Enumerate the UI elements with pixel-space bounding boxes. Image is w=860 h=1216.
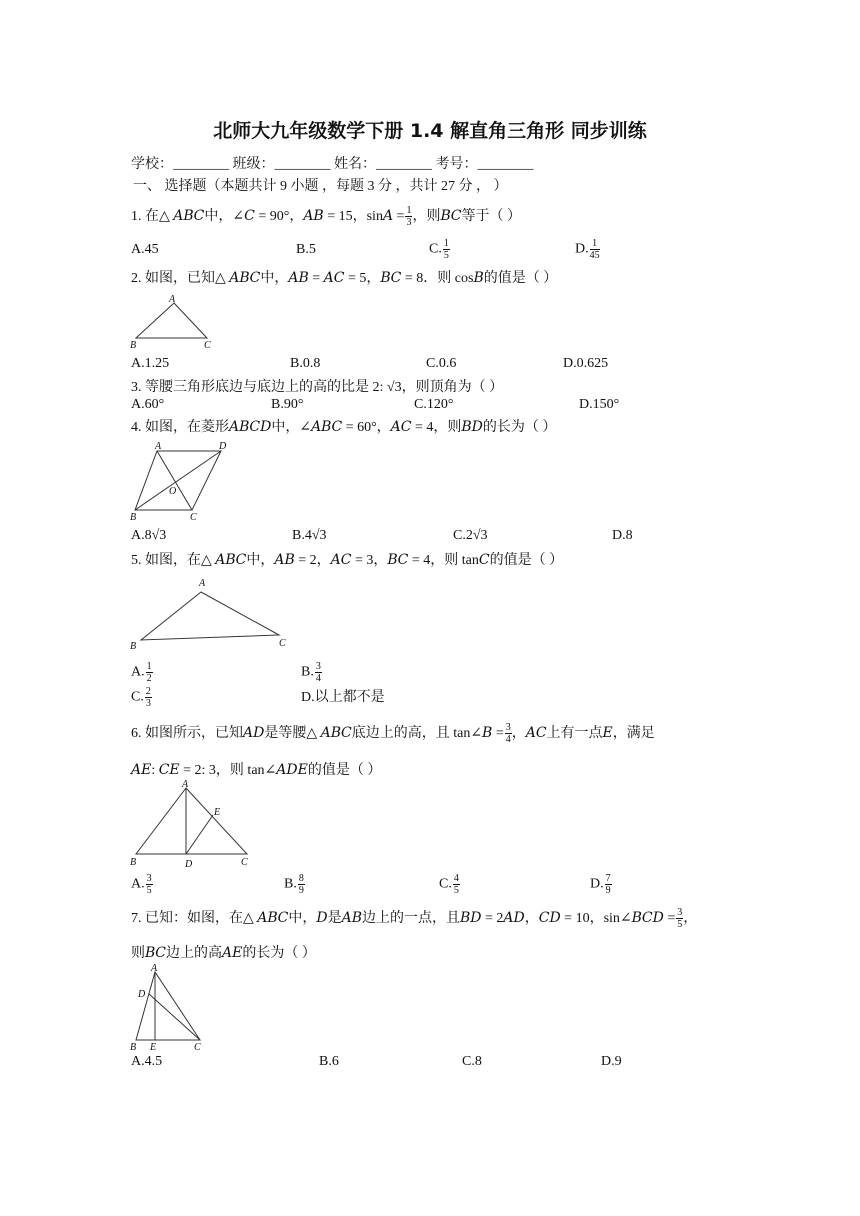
q7-label-c: C (194, 1042, 201, 1053)
q6-b-num: 8 (298, 873, 304, 884)
q6-option-b-label: B. (284, 876, 297, 892)
q4-option-c: C.2√3 (453, 528, 488, 543)
q6-label-e: E (214, 807, 221, 818)
question-6-stem-line2: 𝐴𝐸: 𝐶𝐸 = 2: 3，则 tan∠𝐴𝐷𝐸的值是（ ） (131, 763, 382, 778)
q4-option-b: B.4√3 (292, 528, 327, 543)
q5-option-a (131, 661, 153, 684)
q7-stem-text: 7. 已知：如图，在△ 𝐴𝐵𝐶中，𝐷是𝐴𝐵边上的一点，且𝐵𝐷 = 2𝐴𝐷，𝐶𝐷 = 10，sin∠𝐵𝐶𝐷 = (131, 911, 676, 926)
q4-rhombus-figure (128, 438, 238, 526)
q6-option-d (590, 873, 612, 896)
q7-frac-num: 3 (677, 907, 683, 919)
q6-label-d: D (185, 859, 193, 870)
q6-frac-num: 3 (505, 722, 511, 734)
student-info-line: 学校：________ 班级：________ 姓名：________ 考号：________ (131, 157, 534, 172)
q4-label-c: C (190, 512, 197, 523)
q7-option-b: B.6 (319, 1054, 339, 1069)
q6-option-c (439, 873, 460, 896)
q5-option-d: D.以上都不是 (301, 690, 385, 705)
q3-option-c: C.120° (414, 397, 454, 412)
question-2-stem: 2. 如图，已知△ 𝐴𝐵𝐶中，𝐴𝐵 = 𝐴𝐶 = 5，𝐵𝐶 = 8．则 cos𝐵的值是（ ） (131, 271, 558, 286)
q7-option-d: D.9 (601, 1054, 622, 1069)
q5-option-b-frac (315, 661, 322, 684)
q2-option-c: C.0.6 (426, 356, 457, 371)
q6-b-den: 9 (298, 885, 304, 896)
q5-option-a-frac (146, 661, 153, 684)
q1-option-c (429, 238, 450, 261)
q5-b-num: 3 (315, 661, 321, 672)
question-4-stem: 4. 如图，在菱形𝐴𝐵𝐶𝐷中，∠𝐴𝐵𝐶 = 60°，𝐴𝐶 = 4，则𝐵𝐷的长为（ ） (131, 420, 557, 435)
question-3-stem: 3. 等腰三角形底边与底边上的高的比是 2: √3，则顶角为（ ） (131, 380, 504, 395)
q7-label-e: E (150, 1042, 157, 1053)
q2-label-a: A (169, 294, 176, 305)
q1-option-b: B.5 (296, 242, 316, 257)
q5-option-c (131, 686, 152, 709)
q5-option-c-frac (145, 686, 152, 709)
q1-c-den: 5 (443, 250, 449, 261)
q1-option-d-frac (590, 238, 600, 261)
q6-option-a-frac (146, 873, 153, 896)
q1-stem-tail: ，则𝐵𝐶等于（ ） (412, 209, 521, 224)
q6-option-c-frac (453, 873, 460, 896)
q1-d-den: 45 (589, 250, 600, 261)
q2-label-b: B (130, 340, 137, 350)
q4-label-o: O (169, 486, 177, 497)
q6-d-den: 9 (605, 885, 611, 896)
q5-triangle (141, 592, 279, 640)
q6-frac-den: 4 (505, 734, 511, 746)
q1-option-c-label: C. (429, 241, 442, 257)
q1-option-d (575, 238, 600, 261)
q1-frac-num: 1 (406, 205, 412, 217)
question-7-stem-line2: 则𝐵𝐶边上的高𝐴𝐸的长为（ ） (131, 946, 316, 961)
q1-c-num: 1 (443, 238, 449, 249)
q6-option-c-label: C. (439, 876, 452, 892)
q5-option-b-label: B. (301, 664, 314, 680)
q4-label-d: D (219, 441, 227, 452)
q6-option-a-label: A. (131, 876, 145, 892)
q6-label-c: C (241, 857, 248, 868)
q7-triangle (136, 972, 200, 1040)
q7-option-c: C.8 (462, 1054, 482, 1069)
q1-option-a: A.45 (131, 242, 159, 257)
q5-c-den: 3 (145, 698, 151, 709)
q6-c-den: 5 (453, 885, 459, 896)
q1-option-d-label: D. (575, 241, 589, 257)
q7-label-d: D (138, 989, 146, 1000)
q1-d-num: 1 (590, 238, 600, 250)
q5-option-a-label: A. (131, 664, 145, 680)
q5-label-c: C (279, 638, 286, 649)
q6-label-b: B (130, 857, 137, 868)
q5-label-b: B (130, 641, 137, 652)
q4-option-d: D.8 (612, 528, 633, 543)
q6-triangle (136, 788, 247, 854)
q6-option-b (284, 873, 305, 896)
q7-label-a: A (151, 963, 158, 974)
q2-option-b: B.0.8 (290, 356, 321, 371)
q5-b-den: 4 (315, 673, 321, 684)
q5-option-b (301, 661, 322, 684)
q4-option-a: A.8√3 (131, 528, 167, 543)
q3-option-d: D.150° (579, 397, 620, 412)
q2-triangle (136, 303, 207, 338)
q5-label-a: A (199, 578, 206, 589)
q6-option-d-frac (605, 873, 612, 896)
question-1-stem (131, 205, 521, 228)
question-7-stem-line1 (131, 907, 697, 930)
q2-option-d: D.0.625 (563, 356, 609, 371)
q4-label-b: B (130, 512, 137, 523)
q6-option-a (131, 873, 153, 896)
question-6-stem-line1 (131, 722, 655, 745)
q7-triangle-figure (128, 960, 214, 1054)
q5-c-num: 2 (145, 686, 151, 697)
q7-label-b: B (130, 1042, 137, 1053)
q6-option-d-label: D. (590, 876, 604, 892)
q5-a-num: 1 (146, 661, 152, 672)
q7-frac-den: 5 (677, 919, 683, 931)
q3-option-a: A.60° (131, 397, 165, 412)
q3-option-b: B.90° (271, 397, 304, 412)
q6-stem-text: 6. 如图所示，已知𝐴𝐷是等腰△ 𝐴𝐵𝐶底边上的高，且 tan∠𝐵 = (131, 726, 504, 741)
q7-option-a: A.4.5 (131, 1054, 163, 1069)
page-title: 北师大九年级数学下册 1.4 解直角三角形 同步训练 (213, 120, 647, 142)
q6-label-a: A (182, 779, 189, 790)
q6-d-num: 7 (605, 873, 611, 884)
q6-option-b-frac (298, 873, 305, 896)
q6-a-den: 5 (146, 885, 152, 896)
section-header: 一、 选择题（本题共计 9 小题 ，每题 3 分 ，共计 27 分 ， ） (133, 179, 508, 194)
q6-a-num: 3 (146, 873, 152, 884)
q4-diagonal-ac (157, 451, 192, 510)
q2-option-a: A.1.25 (131, 356, 170, 371)
q1-stem-text: 1. 在△ 𝐴𝐵𝐶中，∠𝐶 = 90°，𝐴𝐵 = 15，sin𝐴 = (131, 209, 405, 224)
q2-label-c: C (204, 340, 211, 350)
q6-c-num: 4 (453, 873, 459, 884)
q2-triangle-figure (128, 290, 218, 350)
q6-fraction (505, 722, 512, 745)
q1-frac-den: 3 (406, 217, 412, 229)
q6-segment-de (186, 815, 213, 854)
question-5-stem: 5. 如图，在△ 𝐴𝐵𝐶中，𝐴𝐵 = 2，𝐴𝐶 = 3，𝐵𝐶 = 4，则 tan𝐶的值是（ ） (131, 553, 564, 568)
q6-triangle-figure (128, 776, 258, 870)
q5-option-c-label: C. (131, 689, 144, 705)
q5-a-den: 2 (146, 673, 152, 684)
q4-label-a: A (155, 441, 162, 452)
q1-option-c-frac (443, 238, 450, 261)
q6-stem-tail: ，𝐴𝐶上有一点𝐸，满足 (511, 726, 655, 741)
q4-diagonal-bd (135, 451, 221, 510)
q7-stem-tail: ， (683, 911, 698, 926)
q5-triangle-figure (128, 574, 298, 654)
